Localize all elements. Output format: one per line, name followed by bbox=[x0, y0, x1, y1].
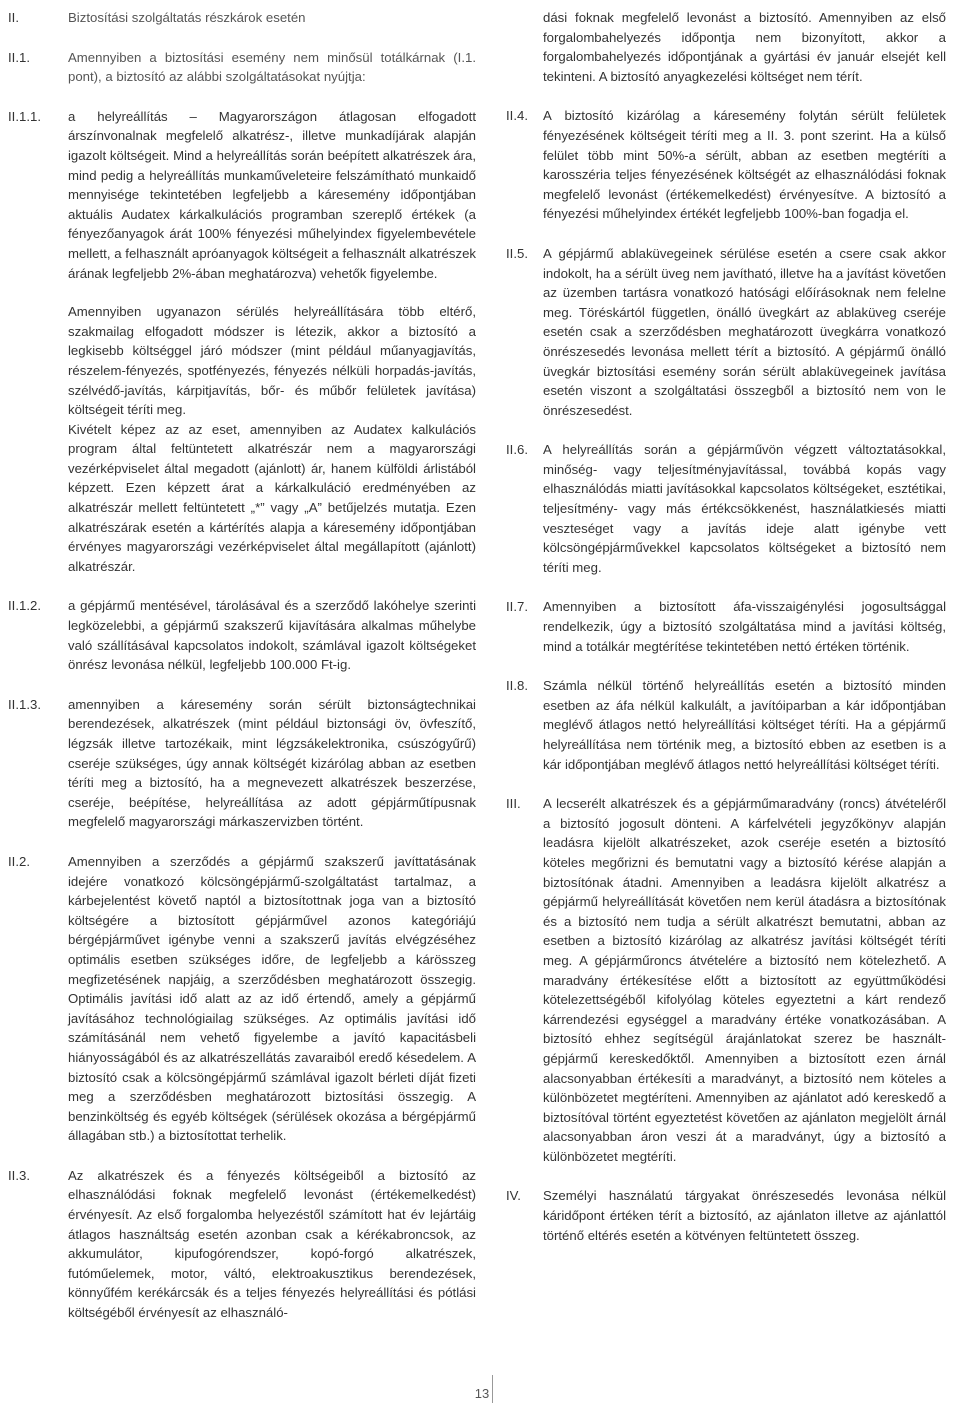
section-number: II. bbox=[8, 10, 19, 25]
page-number: 13 bbox=[474, 1386, 490, 1401]
section-number: II.5. bbox=[506, 245, 528, 261]
section-text: dási foknak megfelelő levonást a biztosító. Amennyiben az első forgalombahelyezés időpontja nem bizonyított, akkor a forgalombahelyezés időpontjának a gyártási év január elsejét kell tekinteni. A biztosító anyagkezelési költséget nem térít. bbox=[543, 10, 946, 84]
section-number: IV. bbox=[506, 1188, 521, 1204]
section-text: A gépjármű ablaküvegeinek sérülése esetén a csere csak akkor indokolt, ha a sérült üveg nem javítható, illetve ha a javítást követően az üzemben tartásra vonatkozó hatósági előírásoknak nem felelne meg. Töréskártól független, önálló üvegkárt az ablaküveg cseréje esetén csak a szerződésben meghatározott üvegkárra vonatkozó önrészesedés levonása mellett térít a biztosító. A gépjármű önálló üvegkár biztosítási esemény során sérült ablaküvegeinek javítása esetén viszont a szolgáltatási összegből a biztosító nem von le önrészesedést. bbox=[543, 245, 946, 418]
section-text: a gépjármű mentésével, tárolásával és a szerződő lakóhelye szerinti legközelebbi, a gépjármű szakszerű kijavítására alkalmas műhelybe való szállításával kapcsolatos indokolt, számlával igazolt költségeket önrész levonása nélkül, legfeljebb 100.000 Ft-ig. bbox=[68, 598, 476, 673]
section-II-1-2 bbox=[8, 596, 476, 674]
section-II-2 bbox=[8, 852, 476, 1146]
section-number: II.4. bbox=[506, 108, 528, 124]
section-text: Az alkatrészek és a fényezés költségeiből a biztosító az elhasználódási foknak megfelelő levonást (értékemelkedést) érvényesít. Az első forgalomba helyezéstől számított hat év lejártáig átlagos használtság esetén azonban csak a kérékabroncsok, az akkumulátor, kipufogórendszer, kopó-forgó alkatrészek, futóműelemek, motor, váltó, elektroakusztikus berendezések, könnyűfém kerékárcsák és a teljes fényezés helyreállítási és pótlási költségéből érvényesít az elhasználó- bbox=[68, 1167, 476, 1321]
section-II-1-1 bbox=[8, 107, 476, 577]
section-II-6 bbox=[506, 440, 946, 577]
section-II-1-3 bbox=[8, 695, 476, 832]
section-II bbox=[8, 8, 476, 28]
section-number: II.6. bbox=[506, 442, 528, 458]
section-number: II.7. bbox=[506, 599, 528, 615]
section-II-4 bbox=[506, 106, 946, 224]
section-text: a helyreállítás – Magyarországon átlagosan elfogadott árszínvonalnak megfelelő alkatrész-, illetve munkadíjárak alapján igazolt költségeit. Mind a helyreállítás során beépített alkatrészek ára, mind pedig a helyreállítás munkaműveleteire felszámítható munkaidő mennyisége tekintetében legfeljebb a káresemény időpontjában aktuális Audatex kárkalkulációs programban szereplő értékek (a fényezőanyagok árát 100% fényezési műhelyindex figyelembevétele mellett, a felhasznált apróanyagok költségeit a felhasznált alkatrészek árának legfeljebb 2%-ában meghatározva) vehetők figyelembe. bbox=[68, 108, 476, 281]
section-number: III. bbox=[506, 796, 521, 812]
section-number: II.1.2. bbox=[8, 598, 41, 614]
left-column bbox=[8, 8, 476, 1323]
section-II-1 bbox=[8, 48, 476, 87]
section-text: A helyreállítás során a gépjárművön végzett változtatásokkal, minőség- vagy teljesítményjavítással, továbbá kopás vagy elhasználódás miatti javításokkal kapcsolatos költségeket, esztétikai, teljesítmény- vagy más értékcsökkenést, használatkiesés miatti veszteséget vagy a javítás ideje alatt igénybe vett kölcsöngépjárművekkel kapcsolatos költségeket a biztosító nem téríti meg. bbox=[543, 442, 946, 575]
section-II-8 bbox=[506, 676, 946, 774]
section-number: II.1.1. bbox=[8, 108, 41, 124]
section-text: Amennyiben a biztosított áfa-visszaigénylési jogosultsággal rendelkezik, úgy a biztosító szolgáltatása mind a javítási költség, mind a totálkár megtérítése tekintetében nettó értéken történik. bbox=[543, 599, 946, 654]
right-column bbox=[506, 8, 946, 1245]
section-II-5 bbox=[506, 244, 946, 420]
section-text: amennyiben a káresemény során sérült biztonságtechnikai berendezések, alkatrészek (mint például biztonsági öv, övfeszítő, légzsák illetve tartozékaik, mint légzsákelektronika, csúszógyűrű) cseréje szükséges, úgy annak költségét kizárólag abban az esetben téríti meg a biztosító, ha a megnevezett alkatrészek beszerzése, cseréje, beépítése, helyreállítása az adott gépjárműtípusnak megfelelő magyarországi márkaszervizben történt. bbox=[68, 696, 476, 830]
section-II-7 bbox=[506, 597, 946, 656]
section-text: Amennyiben a szerződés a gépjármű szakszerű javíttatásának idejére vonatkozó kölcsöngépjármű-szolgáltatást tartalmaz, a kárbejelentést követő naptól a biztosítottnak joga van a biztosító költségére a biztosított gépjárművel azonos kategóriájú bérgépjárművet igénybe venni a szakszerű javítás elvégzéséhez optimális esetben szükséges időre, de legfeljebb a kárösszeg megfizetésének napjáig, a szerződésben meghatározott összegig. Optimális javítási idő alatt az az idő értendő, amely a gépjármű javításához technológiailag szükséges. Az optimális javítási idő számításánál nem vehető figyelembe a javító kapacitásbeli hiányosságából és az alkatrészellátás zavaraiból eredő késedelem. A biztosító csak a kölcsöngépjármű számlával igazolt bérleti díját fizeti meg a szerződésben meghatározott biztosítási összegig. A benzinköltség és egyéb költségek (sérülések okozása a bérgépjármű állagában stb.) a biztosítottat terhelik. bbox=[68, 853, 476, 1144]
section-II-3-continued bbox=[506, 8, 946, 86]
section-number: II.2. bbox=[8, 853, 30, 869]
section-text: A biztosító kizárólag a káresemény folytán sérült felületek fényezésének költségeit téríti meg a II. 3. pont szerint. Ha a külső felület több mint 50%-a sérült, abban az esetben megtéríti a karosszéria teljes fényezésének költségét az elhasználódási foknak megfelelő levonást (értékemelkedést) érvényesítve. A biztosító a fényezési műhelyindex értékét legfeljebb 100%-ban fogadja el. bbox=[543, 108, 946, 222]
section-II-3 bbox=[8, 1166, 476, 1323]
section-text: Kivételt képez az az eset, amennyiben az Audatex kalkulációs program által feltüntetett alkatrészár nem a magyarországi vezérképviselet által megadott (ajánlott) ár, hanem külföldi árlistából képzett. Ezen képzett árat a kárkalkuláció eredményében az alkatrészár mellett feltüntetett „*” vagy „A” betűjelzés mutatja. Ezen alkatrészárak esetén a kártérítés alapja a káresemény időpontjában érvényes magyarországi vezérképviselet által megállapított (ajánlott) alkatrészár. bbox=[68, 421, 476, 574]
section-number: II.1. bbox=[8, 49, 30, 65]
section-text: A lecserélt alkatrészek és a gépjárműmaradvány (roncs) átvételéről a biztosító jogosult dönteni. A kárfelvételi jegyzőkönyv alapján leadásra kijelölt alkatrészeket, azok cseréje esetén a biztosító köteles megőrizni és bemutatni vagy a biztosító kérése alapján a biztosítónak átadni. Amennyiben a leadásra kijelölt alkatrész a gépjármű helyreállítását követően nem kerül átadásra a biztosítónak és a biztosító nem tudja a sérült alkatrészt bemutatni, abban az esetben a biztosító kizárólag az alkatrész javítási költségét téríti meg. A gépjárműroncs átvételére a biztosító nem kötelezhető. A maradvány értékesítése előtt a biztosított az együttműködési kötelezettségéből kifolyólag köteles egyeztetni a kárt rendező kárrendezési egységgel a maradvány értéke vonatkozásában. A biztosító ehhez segítségül árajánlatokat szerez be használt-gépjármű kereskedőktől. Amennyiben a biztosított ezen árnál alacsonyabban értékesíti a maradványt, a biztosító nem köteles a különbözetet megtéríteni. Amennyiben az ajánlatot adó kereskedő a biztosítóval történt egyeztetést követően az ajánlaton megjelölt árnál alacsonyabban áron veszi át a maradványt, úgy a biztosító a különbözetet megtéríti. bbox=[543, 796, 946, 1164]
section-number: II.1.3. bbox=[8, 696, 41, 712]
section-number: II.3. bbox=[8, 1167, 30, 1183]
section-text: Amennyiben ugyanazon sérülés helyreállítására több eltérő, szakmailag elfogadott módszer is létezik, akkor a biztosító a legkisebb költséggel járó módszer (mint például műanyagjavítás, részelem-fényezés, spotfényezés, fényezés nélküli horpadás-javítás, szélvédő-javítás, kárpitjavítás, bőr- és műbőr felületek javítása) költségeit téríti meg. bbox=[68, 304, 476, 418]
section-text: Amennyiben a biztosítási esemény nem minősül totálkárnak (I.1. pont), a biztosító az alábbi szolgáltatásokat nyújtja: bbox=[68, 49, 476, 85]
section-IV bbox=[506, 1186, 946, 1245]
section-III bbox=[506, 794, 946, 1166]
section-text: Személyi használatú tárgyakat önrészesedés levonása nélkül káridőpont értéken térít a biztosító, az ajánlaton illetve az ajánlattól történő eltérés esetén a kötvényen feltüntetett összeg. bbox=[543, 1188, 946, 1243]
section-heading: Biztosítási szolgáltatás részkárok esetén bbox=[68, 10, 306, 25]
section-number: II.8. bbox=[506, 678, 528, 694]
section-text: Számla nélkül történő helyreállítás esetén a biztosító minden esetben az áfa nélkül kalkulált, a javítóiparban a kár időpontjában meglévő átlagos nettó helyreállítási költséget téríti. Ha a gépjármű helyreállítása nem történik meg, a biztosító ebben az esetben is a kár időpontjában meglévő átlagos nettó helyreállítási költséget téríti. bbox=[543, 678, 946, 772]
